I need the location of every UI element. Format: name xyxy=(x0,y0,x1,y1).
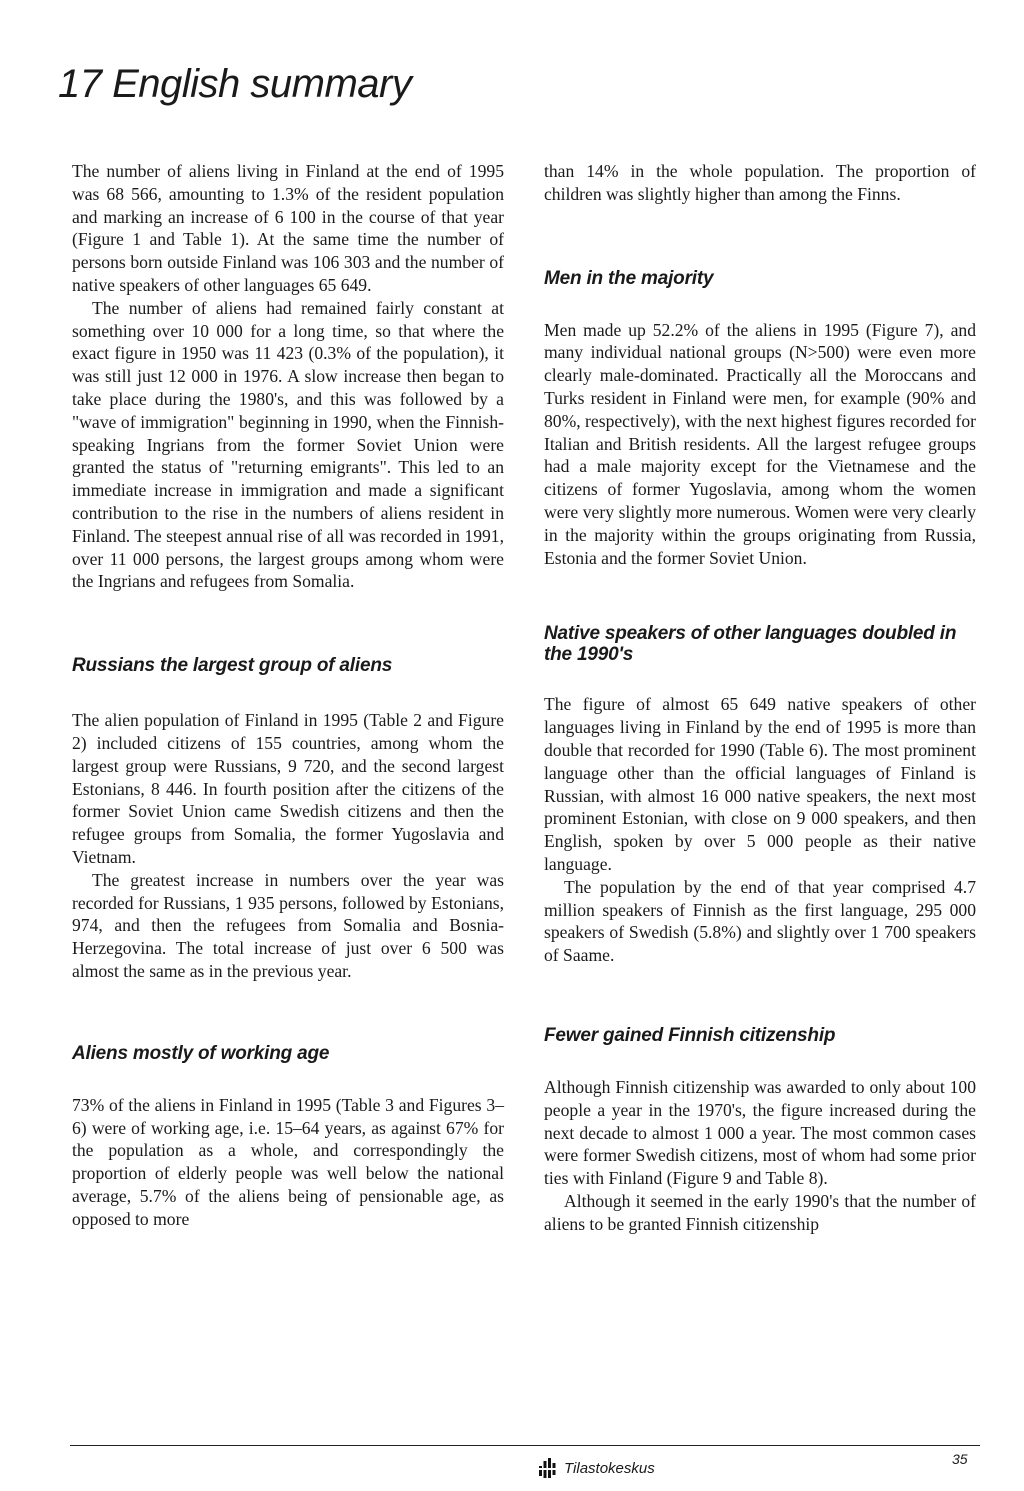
intro-paragraph-2: The number of aliens had remained fairly constant at something over 10 000 for a long time, so that where the exact figure in 1950 was 11 423 (0.3% of the population), it was still just 12 000 in 1976. A slow increase then began to take place during the 1980's, and this was followed by a "wave of immigration" beginning in 1990, when the Finnish-speaking Ingrians from the former Soviet Union were granted the status of "returning emigrants". This led to an immediate increase in immigration and made a significant contribution to the rise in the numbers of aliens resident in Finland. The steepest annual rise of all was recorded in 1991, over 11 000 persons, the largest groups among whom were the Ingrians and refugees from Somalia. xyxy=(72,297,504,592)
citizenship-paragraph-2: Although it seemed in the early 1990's that the number of aliens to be granted Finnish citizenship xyxy=(544,1190,976,1234)
page-number: 35 xyxy=(952,1451,968,1467)
intro-paragraph-1: The number of aliens living in Finland at the end of 1995 was 68 566, amounting to 1.3% of the resident population and marking an increase of 6 100 in the course of that year (Figure 1 and Table 1). At the same time the number of persons born outside Finland was 106 303 and the number of native speakers of other languages 65 649. xyxy=(72,161,504,295)
russians-paragraph-2: The greatest increase in numbers over the year was recorded for Russians, 1 935 persons, followed by Estonians, 974, and then the refugees from Somalia and Bosnia-Herzegovina. The total increase of just over 6 500 was almost the same as in the previous year. xyxy=(72,869,504,981)
native-speakers-paragraph-1: The figure of almost 65 649 native speakers of other languages living in Finland by the end of 1995 is more than double that recorded for 1990 (Table 6). The most prominent language other than the official languages of Finland is Russian, with almost 16 000 native speakers, the next most prominent Estonian, with close on 9 000 speakers, and then English, spoken by over 5 000 people as their native language. xyxy=(544,694,976,874)
working-age-paragraph-1: 73% of the aliens in Finland in 1995 (Table 3 and Figures 3–6) were of working age, i.e. 15–64 years, as against 67% for the population as a whole, and correspondingly the proportion of elderly people was well below the national average, 5.7% of the aliens being of pensionable age, as opposed to more xyxy=(72,1094,504,1229)
footer-rule xyxy=(70,1445,980,1446)
footer-organization: Tilastokeskus xyxy=(564,1459,655,1477)
men-majority-paragraph-1: Men made up 52.2% of the aliens in 1995 (Figure 7), and many individual national groups (N>500) were even more clearly male-dominated. Practically all the Moroccans and Turks resident in Finland were men, for example (90% and 80%, respectively), with the next highest figures recorded for Italian and British residents. All the largest refugee groups had a male majority except for the Vietnamese and the citizens of former Yugoslavia, among whom the women were very slightly more numerous. Women were very clearly in the majority within the groups originating from Russia, Estonia and the former Soviet Union. xyxy=(544,319,976,568)
citizenship-paragraph-1: Although Finnish citizenship was awarded to only about 100 people a year in the 1970's, the figure increased during the next decade to almost 1 000 a year. The most common cases were former Swedish citizens, most of whom had some prior ties with Finland (Figure 9 and Table 8). xyxy=(544,1076,976,1189)
native-speakers-paragraph-2: The population by the end of that year comprised 4.7 million speakers of Finnish as the first language, 295 000 speakers of Swedish (5.8%) and slightly over 1 700 speakers of Saame. xyxy=(544,876,976,966)
left-column xyxy=(72,160,504,1230)
section-heading-native-speakers: Native speakers of other languages doubled in the 1990's xyxy=(544,623,957,666)
page-title: 17 English summary xyxy=(58,62,412,106)
footer-logo xyxy=(538,1456,655,1480)
section-heading-citizenship: Fewer gained Finnish citizenship xyxy=(544,1024,836,1046)
section-heading-working-age: Aliens mostly of working age xyxy=(72,1042,330,1064)
russians-paragraph-1: The alien population of Finland in 1995 (Table 2 and Figure 2) included citizens of 155 countries, among whom the largest group were Russians, 9 720, and the second largest Estonians, 8 446. In fourth position after the citizens of the former Soviet Union came Swedish citizens and then the refugee groups from Somalia, the former Yugoslavia and Vietnam. xyxy=(72,710,504,867)
right-column xyxy=(544,160,976,1236)
section-heading-men-majority: Men in the majority xyxy=(544,267,714,289)
working-age-paragraph-continued: than 14% in the whole population. The proportion of children was slightly higher than among the Finns. xyxy=(544,161,976,204)
section-heading-russians: Russians the largest group of aliens xyxy=(72,655,393,677)
statistics-logo-icon xyxy=(538,1456,558,1480)
